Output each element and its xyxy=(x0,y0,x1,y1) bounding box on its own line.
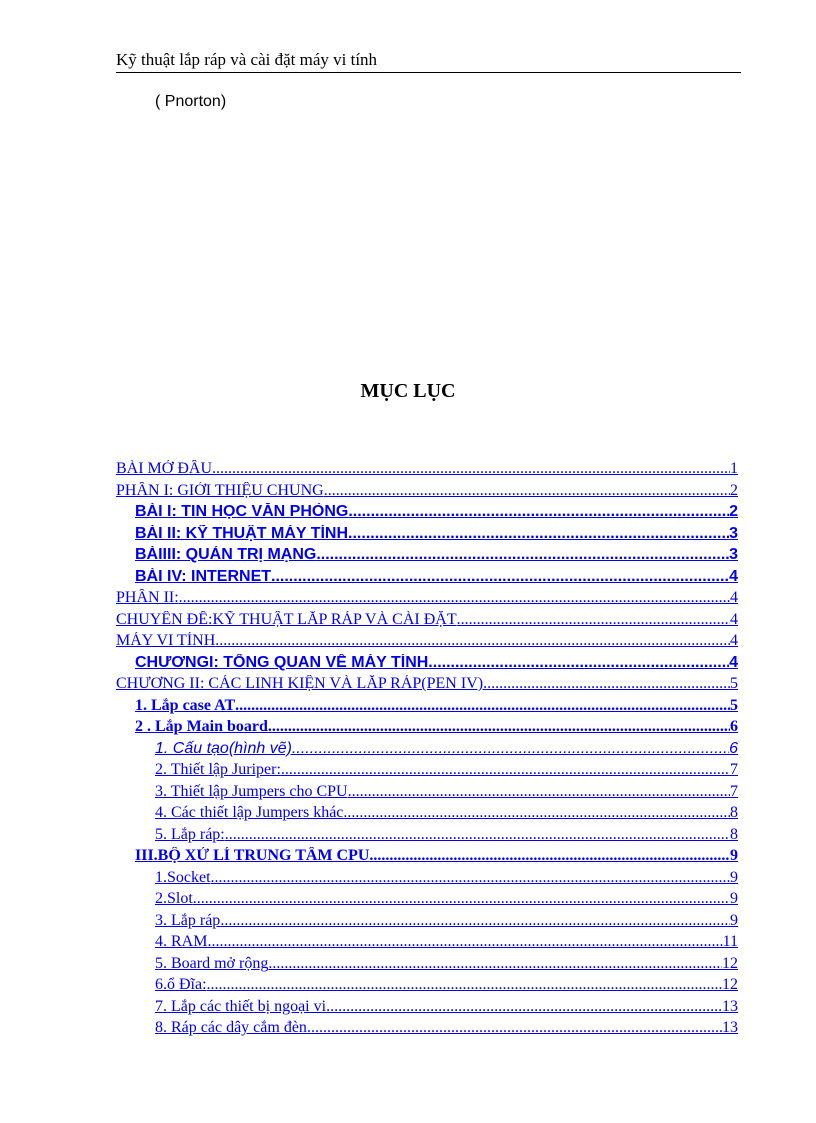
toc-entry-page: 13 xyxy=(722,997,738,1015)
toc-entry-label: 1. Cấu tạo(hình vẽ) xyxy=(155,739,292,757)
toc-entry[interactable] xyxy=(116,1019,738,1041)
toc-entry-page: 4 xyxy=(729,653,738,671)
toc-entry-page: 4 xyxy=(729,567,738,585)
toc-leader-dots xyxy=(207,976,722,994)
toc-entry[interactable] xyxy=(116,783,738,805)
toc-entry-page: 4 xyxy=(730,589,738,606)
toc-leader-dots xyxy=(326,998,722,1016)
toc-leader-dots xyxy=(193,890,730,908)
toc-leader-dots xyxy=(316,546,729,564)
toc-leader-dots xyxy=(348,783,730,801)
toc-entry-label: 5. Lắp ráp: xyxy=(155,825,225,843)
toc-entry-label: BÀI II: KỸ THUẬT MÁY TÍNH xyxy=(135,524,349,542)
toc-entry-page: 1 xyxy=(730,460,738,477)
toc-entry-page: 13 xyxy=(722,1019,738,1036)
toc-entry[interactable] xyxy=(116,697,738,719)
toc-entry-label: 8. Ráp các dây cắm đèn xyxy=(155,1019,307,1036)
toc-entry-label: 4. Các thiết lập Jumpers khác xyxy=(155,804,344,821)
toc-entry-page: 7 xyxy=(730,782,738,800)
toc-entry-label: 2.Slot xyxy=(155,890,193,907)
toc-entry-page: 5 xyxy=(730,675,738,692)
toc-entry-label: 6.ổ Đĩa: xyxy=(155,976,207,993)
toc-entry[interactable] xyxy=(116,847,738,869)
toc-entry-label: PHẦN II: xyxy=(116,589,179,606)
toc-entry[interactable] xyxy=(116,718,738,740)
toc-entry-page: 9 xyxy=(730,911,738,929)
toc-entry-page: 4 xyxy=(730,610,738,628)
toc-leader-dots xyxy=(428,654,729,672)
toc-entry-label: BÀI MỞ ĐẦU xyxy=(116,460,212,477)
toc-entry[interactable] xyxy=(116,632,738,654)
toc-leader-dots xyxy=(348,503,729,521)
toc-entry-label: 2 . Lắp Main board xyxy=(135,718,268,735)
toc-leader-dots xyxy=(235,697,730,715)
toc-entry[interactable] xyxy=(116,955,738,977)
toc-leader-dots xyxy=(369,847,730,865)
toc-entry-label: PHẦN I: GIỚI THIỆU CHUNG xyxy=(116,481,324,499)
toc-leader-dots xyxy=(211,869,730,887)
toc-entry-label: 3. Lắp ráp xyxy=(155,911,221,929)
toc-entry-page: 4 xyxy=(730,632,738,649)
toc-entry-page: 11 xyxy=(722,933,738,950)
toc-title: MỤC LỤC xyxy=(360,380,456,402)
toc-entry-page: 12 xyxy=(722,976,738,993)
toc-entry[interactable] xyxy=(116,546,738,568)
toc-leader-dots xyxy=(343,804,730,822)
author-note: ( Pnorton) xyxy=(155,93,227,110)
toc-entry-page: 8 xyxy=(730,825,738,843)
toc-leader-dots xyxy=(215,632,730,650)
toc-entry[interactable] xyxy=(116,740,738,762)
toc-leader-dots xyxy=(324,482,730,500)
toc-leader-dots xyxy=(212,460,730,478)
toc-entry-label: CHƯƠNG II: CÁC LINH KIỆN VÀ LẮP RÁP(PEN IV) xyxy=(116,675,484,692)
toc-leader-dots xyxy=(207,933,722,951)
toc-entry-label: 4. RAM xyxy=(155,933,208,950)
toc-leader-dots xyxy=(268,718,730,736)
toc-entry-page: 9 xyxy=(730,847,738,864)
toc-entry-label: 2. Thiết lập Juriper: xyxy=(155,761,281,778)
toc-entry[interactable] xyxy=(116,525,738,547)
toc-entry-label: MÁY VI TÍNH xyxy=(116,632,216,649)
toc-leader-dots xyxy=(457,611,730,629)
toc-entry[interactable] xyxy=(116,460,738,482)
toc-entry[interactable] xyxy=(116,654,738,676)
toc-entry-label: CHƯƠNGI: TỔNG QUAN VỀ MÁY TÍNH xyxy=(135,653,429,671)
toc-entry-label: 5. Board mở rộng xyxy=(155,954,269,972)
toc-entry-page: 2 xyxy=(729,503,738,520)
toc-entry[interactable] xyxy=(116,998,738,1020)
toc-leader-dots xyxy=(483,675,730,693)
toc-entry-label: CHUYÊN ĐỀ:KỸ THUẬT LẮP RÁP VÀ CÀI ĐẶT xyxy=(116,610,457,628)
toc-entry[interactable] xyxy=(116,826,738,848)
toc-entry-label: III.BỘ XỬ LÍ TRUNG TÂM CPU xyxy=(135,847,370,864)
toc-leader-dots xyxy=(307,1019,722,1037)
toc-entry[interactable] xyxy=(116,611,738,633)
toc-leader-dots xyxy=(268,955,722,973)
toc-entry-page: 3 xyxy=(729,546,738,563)
toc-entry-page: 2 xyxy=(730,481,738,499)
toc-entry[interactable] xyxy=(116,568,738,590)
toc-entry[interactable] xyxy=(116,933,738,955)
toc-entry-label: BÀI IV: INTERNET xyxy=(135,567,272,585)
toc-entry-page: 5 xyxy=(730,696,738,714)
toc-entry[interactable] xyxy=(116,976,738,998)
page-header: Kỹ thuật lắp ráp và cài đặt máy vi tính xyxy=(116,50,741,73)
toc-entry-label: BÀIIII: QUẢN TRỊ MẠNG xyxy=(135,546,317,563)
toc-leader-dots xyxy=(179,589,730,607)
toc-leader-dots xyxy=(225,826,730,844)
toc-leader-dots xyxy=(220,912,730,930)
toc-entry-page: 9 xyxy=(730,868,738,886)
toc-entry[interactable] xyxy=(116,503,738,525)
toc-entry[interactable] xyxy=(116,912,738,934)
toc-entry-page: 9 xyxy=(730,890,738,907)
toc-entry[interactable] xyxy=(116,804,738,826)
toc-entry-page: 8 xyxy=(730,804,738,821)
toc-entry[interactable] xyxy=(116,761,738,783)
toc-entry[interactable] xyxy=(116,589,738,611)
toc-entry[interactable] xyxy=(116,869,738,891)
toc-entry-page: 12 xyxy=(722,954,738,972)
toc-entry-label: 7. Lắp các thiết bị ngoại vi xyxy=(155,997,327,1015)
toc-entry-label: BÀI I: TIN HỌC VĂN PHÒNG xyxy=(135,503,349,520)
toc-entry-label: 1. Lắp case AT xyxy=(135,696,236,714)
toc-entry[interactable] xyxy=(116,675,738,697)
toc-entry-page: 7 xyxy=(730,761,738,778)
toc-leader-dots xyxy=(348,525,729,543)
toc-entry-page: 6 xyxy=(730,718,738,735)
toc-leader-dots xyxy=(292,740,729,758)
toc-entry[interactable] xyxy=(116,890,738,912)
toc-leader-dots xyxy=(271,568,729,586)
toc-leader-dots xyxy=(281,761,730,779)
table-of-contents xyxy=(116,460,738,1041)
toc-entry[interactable] xyxy=(116,482,738,504)
toc-entry-page: 6 xyxy=(729,739,738,757)
toc-entry-label: 3. Thiết lập Jumpers cho CPU xyxy=(155,782,348,800)
toc-entry-page: 3 xyxy=(729,524,738,542)
toc-entry-label: 1.Socket xyxy=(155,868,211,886)
